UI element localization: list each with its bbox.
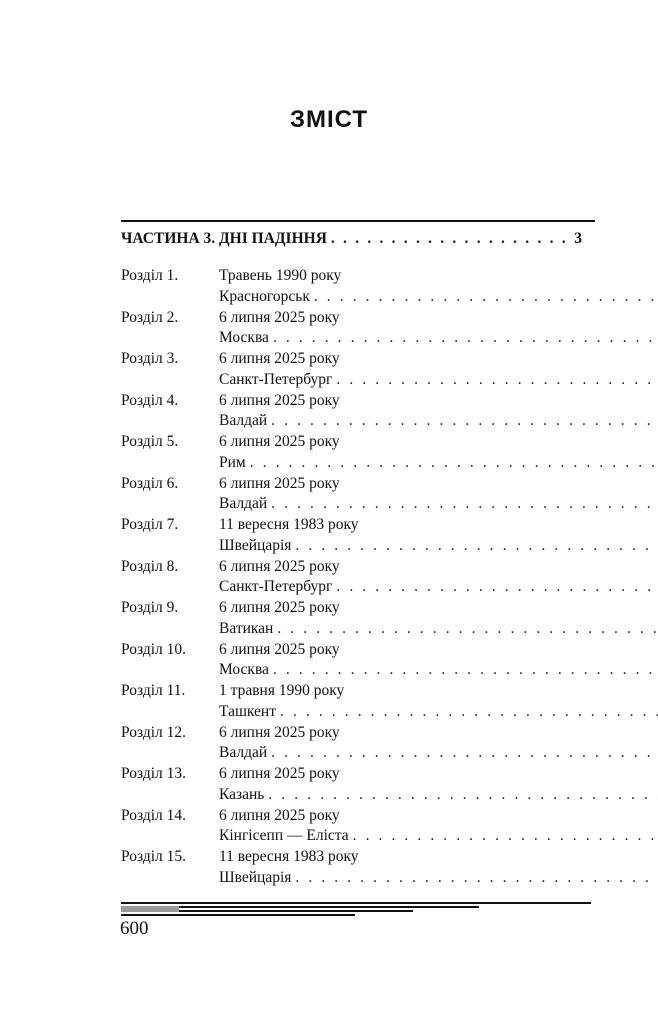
chapter-body: [219, 391, 658, 433]
chapter-body: [219, 598, 658, 640]
chapter-place: Валдай: [219, 495, 268, 513]
part-page: 3: [574, 230, 582, 247]
dot-leader: [271, 494, 658, 515]
chapter-body: [219, 349, 658, 391]
toc-entry: [121, 598, 582, 640]
toc-entry: [121, 640, 582, 682]
toc-entry: [121, 806, 582, 848]
toc-list: [121, 266, 582, 889]
chapter-label: Розділ 13.: [121, 765, 187, 782]
chapter-location-line: [219, 743, 658, 764]
chapter-place: Валдай: [219, 412, 268, 430]
chapter-place: Рим: [219, 453, 246, 471]
chapter-location-line: [219, 494, 658, 515]
top-divider: [121, 220, 595, 222]
toc-entry: [121, 764, 582, 806]
dot-leader: [314, 287, 658, 308]
toc-entry: [121, 391, 582, 433]
chapter-place: Ташкент: [219, 702, 276, 720]
chapter-date: 6 липня 2025 року: [219, 806, 340, 824]
chapter-body: [219, 308, 658, 350]
chapter-date: 6 липня 2025 року: [219, 308, 340, 326]
dot-leader: [295, 868, 658, 889]
chapter-place: Санкт-Петербург: [219, 370, 333, 388]
chapter-date: 6 липня 2025 року: [219, 391, 340, 409]
chapter-location-line: [219, 826, 658, 847]
page-title: ЗМІСТ: [289, 106, 369, 133]
chapter-place: Ватикан: [219, 619, 274, 637]
dot-leader: [277, 619, 658, 640]
chapter-location-line: [219, 619, 658, 640]
chapter-location-line: [219, 453, 658, 474]
chapter-date: 6 липня 2025 року: [219, 723, 340, 741]
chapter-date: 11 вересня 1983 року: [219, 516, 359, 533]
chapter-place: Москва: [219, 661, 269, 679]
chapter-label: Розділ 15.: [121, 848, 187, 865]
toc-entry: [121, 847, 582, 889]
toc-entry: [121, 681, 582, 723]
toc-entry: [121, 474, 582, 516]
chapter-date: 6 липня 2025 року: [219, 433, 340, 450]
chapter-location-line: [219, 287, 658, 308]
toc-entry: [121, 349, 582, 391]
chapter-location-line: [219, 370, 658, 391]
chapter-location-line: [219, 411, 658, 432]
chapter-place: Швейцарія: [219, 868, 292, 886]
chapter-body: [219, 266, 658, 308]
dot-leader: [336, 370, 658, 391]
dot-leader: [271, 743, 658, 764]
chapter-body: [219, 515, 658, 557]
toc-entry: [121, 266, 582, 308]
chapter-date: 6 липня 2025 року: [219, 765, 340, 782]
chapter-location-line: [219, 577, 658, 598]
chapter-label: Розділ 2.: [121, 308, 179, 326]
chapter-body: [219, 432, 658, 474]
chapter-place: Валдай: [219, 744, 268, 762]
chapter-location-line: [219, 785, 658, 806]
chapter-place: Швейцарія: [219, 536, 292, 554]
dot-leader: [353, 826, 658, 847]
chapter-label: Розділ 12.: [121, 723, 187, 741]
chapter-label: Розділ 14.: [121, 806, 187, 824]
chapter-body: [219, 806, 658, 848]
toc-entry: [121, 432, 582, 474]
chapter-date: 6 липня 2025 року: [219, 599, 340, 616]
chapter-place: Красногорськ: [219, 287, 310, 305]
dot-leader: [271, 411, 658, 432]
part-heading: [121, 230, 582, 252]
chapter-place: Кінгісепп — Еліста: [219, 827, 349, 845]
chapter-date: 11 вересня 1983 року: [219, 848, 359, 865]
dot-leader: [268, 785, 658, 806]
chapter-place: Москва: [219, 329, 269, 347]
dot-leader: [331, 230, 570, 248]
chapter-label: Розділ 10.: [121, 640, 187, 658]
chapter-location-line: [219, 868, 658, 889]
chapter-date: 6 липня 2025 року: [219, 557, 340, 575]
chapter-place: Казань: [219, 785, 265, 803]
chapter-date: 6 липня 2025 року: [219, 640, 340, 658]
chapter-label: Розділ 7.: [121, 516, 179, 533]
chapter-date: 1 травня 1990 року: [219, 682, 345, 699]
page-number: 600: [120, 918, 149, 939]
dot-leader: [280, 702, 658, 723]
part-title: ЧАСТИНА 3. ДНІ ПАДІННЯ: [121, 230, 327, 247]
dot-leader: [273, 328, 658, 349]
chapter-location-line: [219, 328, 658, 349]
chapter-location-line: [219, 702, 658, 723]
chapter-place: Санкт-Петербург: [219, 578, 333, 596]
chapter-body: [219, 557, 658, 599]
chapter-label: Розділ 4.: [121, 391, 179, 409]
chapter-label: Розділ 1.: [121, 267, 179, 284]
toc-entry: [121, 515, 582, 557]
chapter-label: Розділ 5.: [121, 433, 179, 450]
dot-leader: [295, 536, 658, 557]
toc-entry: [121, 557, 582, 599]
chapter-body: [219, 640, 658, 682]
chapter-body: [219, 764, 658, 806]
chapter-label: Розділ 9.: [121, 599, 179, 616]
chapter-body: [219, 474, 658, 516]
chapter-label: Розділ 6.: [121, 474, 179, 492]
toc-entry: [121, 308, 582, 350]
dot-leader: [336, 577, 658, 598]
chapter-label: Розділ 8.: [121, 557, 179, 575]
chapter-body: [219, 681, 658, 723]
chapter-date: 6 липня 2025 року: [219, 350, 340, 367]
chapter-location-line: [219, 536, 658, 557]
chapter-body: [219, 723, 658, 765]
chapter-location-line: [219, 660, 658, 681]
chapter-date: 6 липня 2025 року: [219, 474, 340, 492]
chapter-label: Розділ 3.: [121, 350, 179, 367]
toc-entry: [121, 723, 582, 765]
dot-leader: [250, 453, 658, 474]
chapter-label: Розділ 11.: [121, 682, 186, 699]
chapter-date: Травень 1990 року: [219, 267, 342, 284]
chapter-body: [219, 847, 658, 889]
dot-leader: [273, 660, 658, 681]
